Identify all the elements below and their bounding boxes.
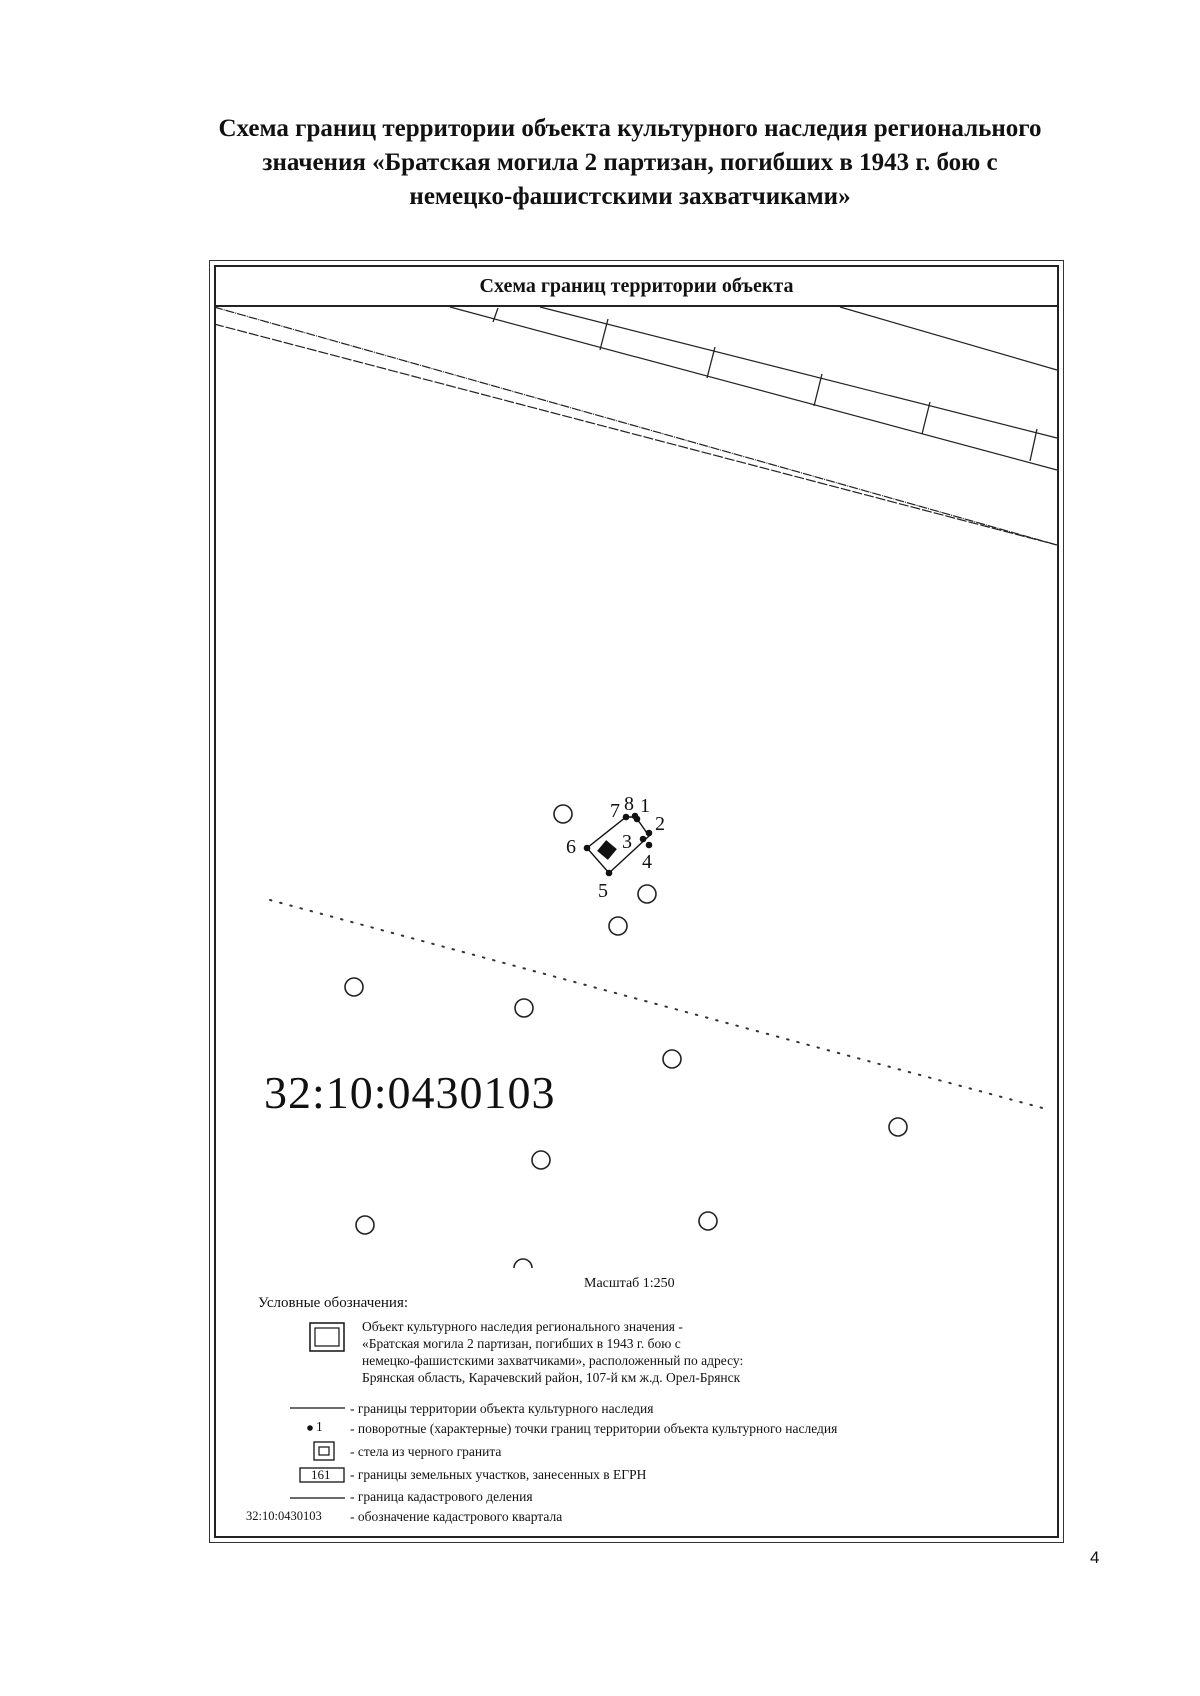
legend-stele-desc: - стела из черного гранита	[350, 1444, 502, 1459]
rail-line	[540, 307, 1057, 438]
legend-point-icon	[307, 1425, 313, 1431]
legend-point-symbol: 1	[316, 1419, 323, 1434]
legend-parcels-desc: - границы земельных участков, занесенных в ЕГРН	[350, 1467, 647, 1482]
legend-title: Условные обозначения:	[258, 1295, 409, 1311]
point-label-7: 7	[610, 800, 620, 822]
object-boundary	[587, 817, 649, 873]
point-label-1: 1	[640, 795, 650, 817]
title-line-1: Схема границ территории объекта культурного наследия регионального	[218, 115, 1042, 142]
point-label-8: 8	[624, 793, 634, 815]
scale-label: Масштаб 1:250	[584, 1276, 675, 1291]
stele-marker	[597, 840, 617, 860]
road-edge-line	[840, 307, 1057, 370]
rail-ties	[493, 308, 1037, 461]
legend-quarter-code: 32:10:0430103	[246, 1509, 322, 1523]
page-number: 4	[1090, 1548, 1100, 1567]
legend-stele-icon	[314, 1442, 334, 1460]
title-line-3: немецко-фашистскими захватчиками»	[409, 183, 851, 210]
cadastral-quarter-label: 32:10:0430103	[264, 1067, 556, 1118]
legend-cadastral-division-desc: - граница кадастрового деления	[350, 1489, 533, 1504]
map-header: Схема границ территории объекта	[214, 265, 1059, 307]
legend-boundary-desc: - границы территории объекта культурного наследия	[350, 1401, 654, 1416]
point-label-3: 3	[622, 831, 632, 853]
legend-object-desc	[362, 1318, 743, 1386]
legend-object-line-2: «Братская могила 2 партизан, погибших в 1943 г. бою с	[362, 1336, 681, 1351]
point-label-2: 2	[655, 813, 665, 835]
legend-object-line-4: Брянская область, Карачевский район, 107-й км ж.д. Орел-Брянск	[362, 1370, 741, 1385]
point-label-6: 6	[566, 836, 576, 858]
legend-object-line-3: немецко-фашистскими захватчиками», расположенный по адресу:	[362, 1353, 744, 1368]
legend-object-line-1: Объект культурного наследия регионального значения -	[362, 1319, 683, 1334]
rail-line	[450, 307, 1057, 470]
legend-quarter-desc: - обозначение кадастрового квартала	[350, 1509, 563, 1524]
legend-parcel-number: 161	[311, 1467, 331, 1482]
point-label-5: 5	[598, 880, 608, 902]
legend-points-desc: - поворотные (характерные) точки границ территории объекта культурного наследия	[350, 1421, 838, 1436]
title-line-2: значения «Братская могила 2 партизан, погибших в 1943 г. бою с	[262, 149, 998, 176]
point-label-4: 4	[642, 851, 652, 873]
tree-markers	[345, 805, 907, 1268]
road-edge-line	[214, 307, 1057, 545]
